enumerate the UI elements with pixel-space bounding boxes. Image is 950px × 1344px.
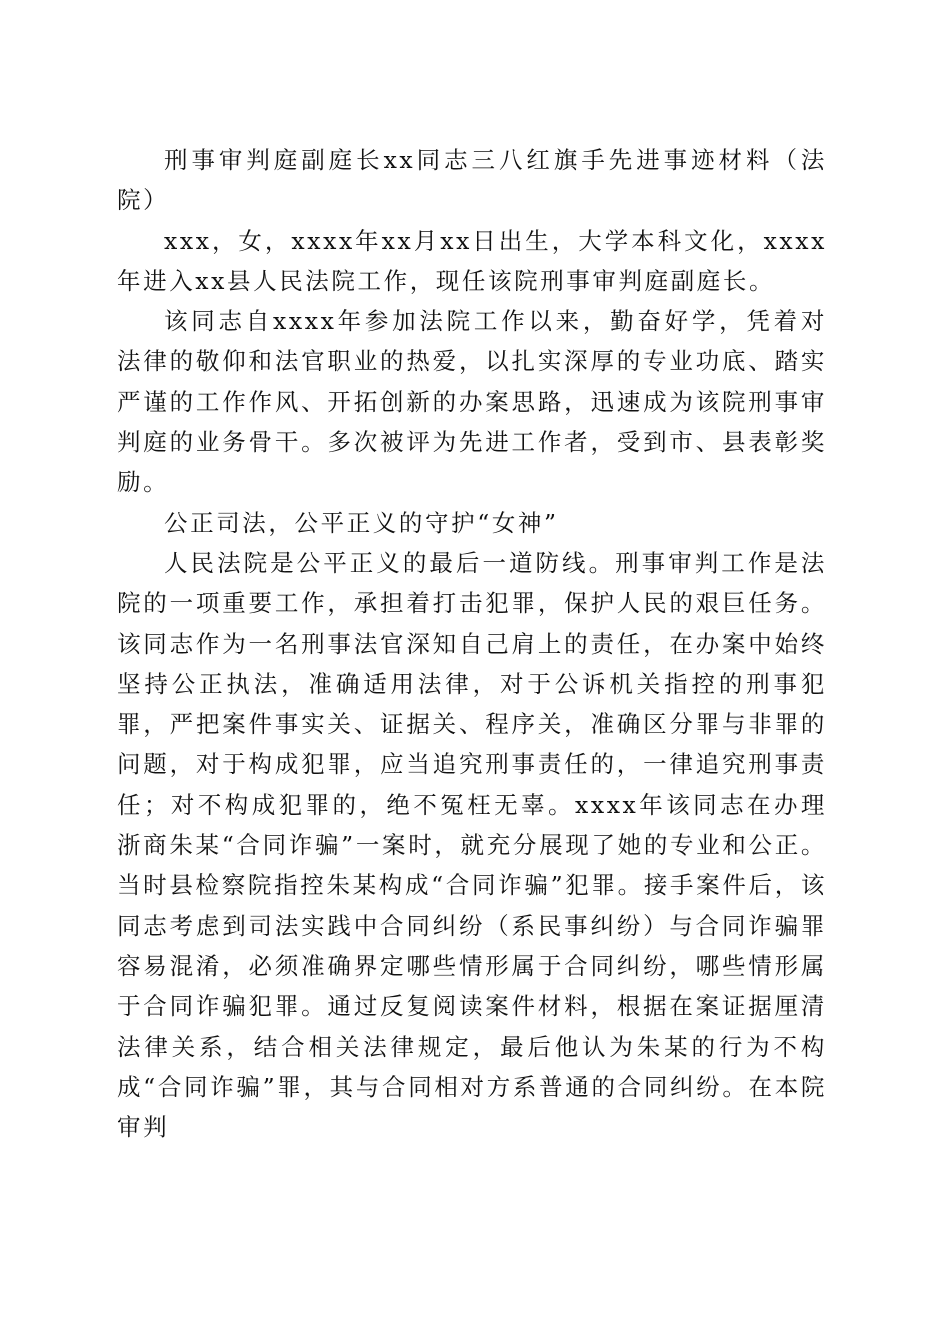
paragraph-career-summary: 该同志自xxxx年参加法院工作以来，勤奋好学，凭着对法律的敬仰和法官职业的热爱，以扎实深厚的专业功底、踏实严谨的工作作风、开拓创新的办案思路，迅速成为该院刑事审判庭的业务骨干。多次被评为先进工作者，受到市、县表彰奖励。 (117, 307, 827, 497)
document-title: 刑事审判庭副庭长xx同志三八红旗手先进事迹材料（法院） (117, 146, 827, 215)
paragraph-case-description: 人民法院是公平正义的最后一道防线。刑事审判工作是法院的一项重要工作，承担着打击犯罪，保护人民的艰巨任务。该同志作为一名刑事法官深知自己肩上的责任，在办案中始终坚持公正执法，准确适用法律，对于公诉机关指控的刑事犯罪，严把案件事实关、证据关、程序关，准确区分罪与非罪的问题，对于构成犯罪，应当追究刑事责任的，一律追究刑事责任；对不构成犯罪的，绝不冤枉无辜。xxxx年该同志在办理浙商朱某“合同诈骗”一案时，就充分展现了她的专业和公正。当时县检察院指控朱某构成“合同诈骗”犯罪。接手案件后，该同志考虑到司法实践中合同纠纷（系民事纠纷）与合同诈骗罪容易混淆，必须准确界定哪些情形属于合同纠纷，哪些情形属于合同诈骗犯罪。通过反复阅读案件材料，根据在案证据厘清法律关系，结合相关法律规定，最后他认为朱某的行为不构成“合同诈骗”罪，其与合同相对方系普通的合同纠纷。在本院审判 (117, 548, 827, 1142)
document-body (117, 140, 827, 1147)
section-heading: 公正司法，公平正义的守护“女神” (164, 508, 559, 537)
paragraph-personal-info: xxx，女，xxxx年xx月xx日出生，大学本科文化，xxxx年进入xx县人民法院工作，现任该院刑事审判庭副庭长。 (117, 226, 827, 295)
